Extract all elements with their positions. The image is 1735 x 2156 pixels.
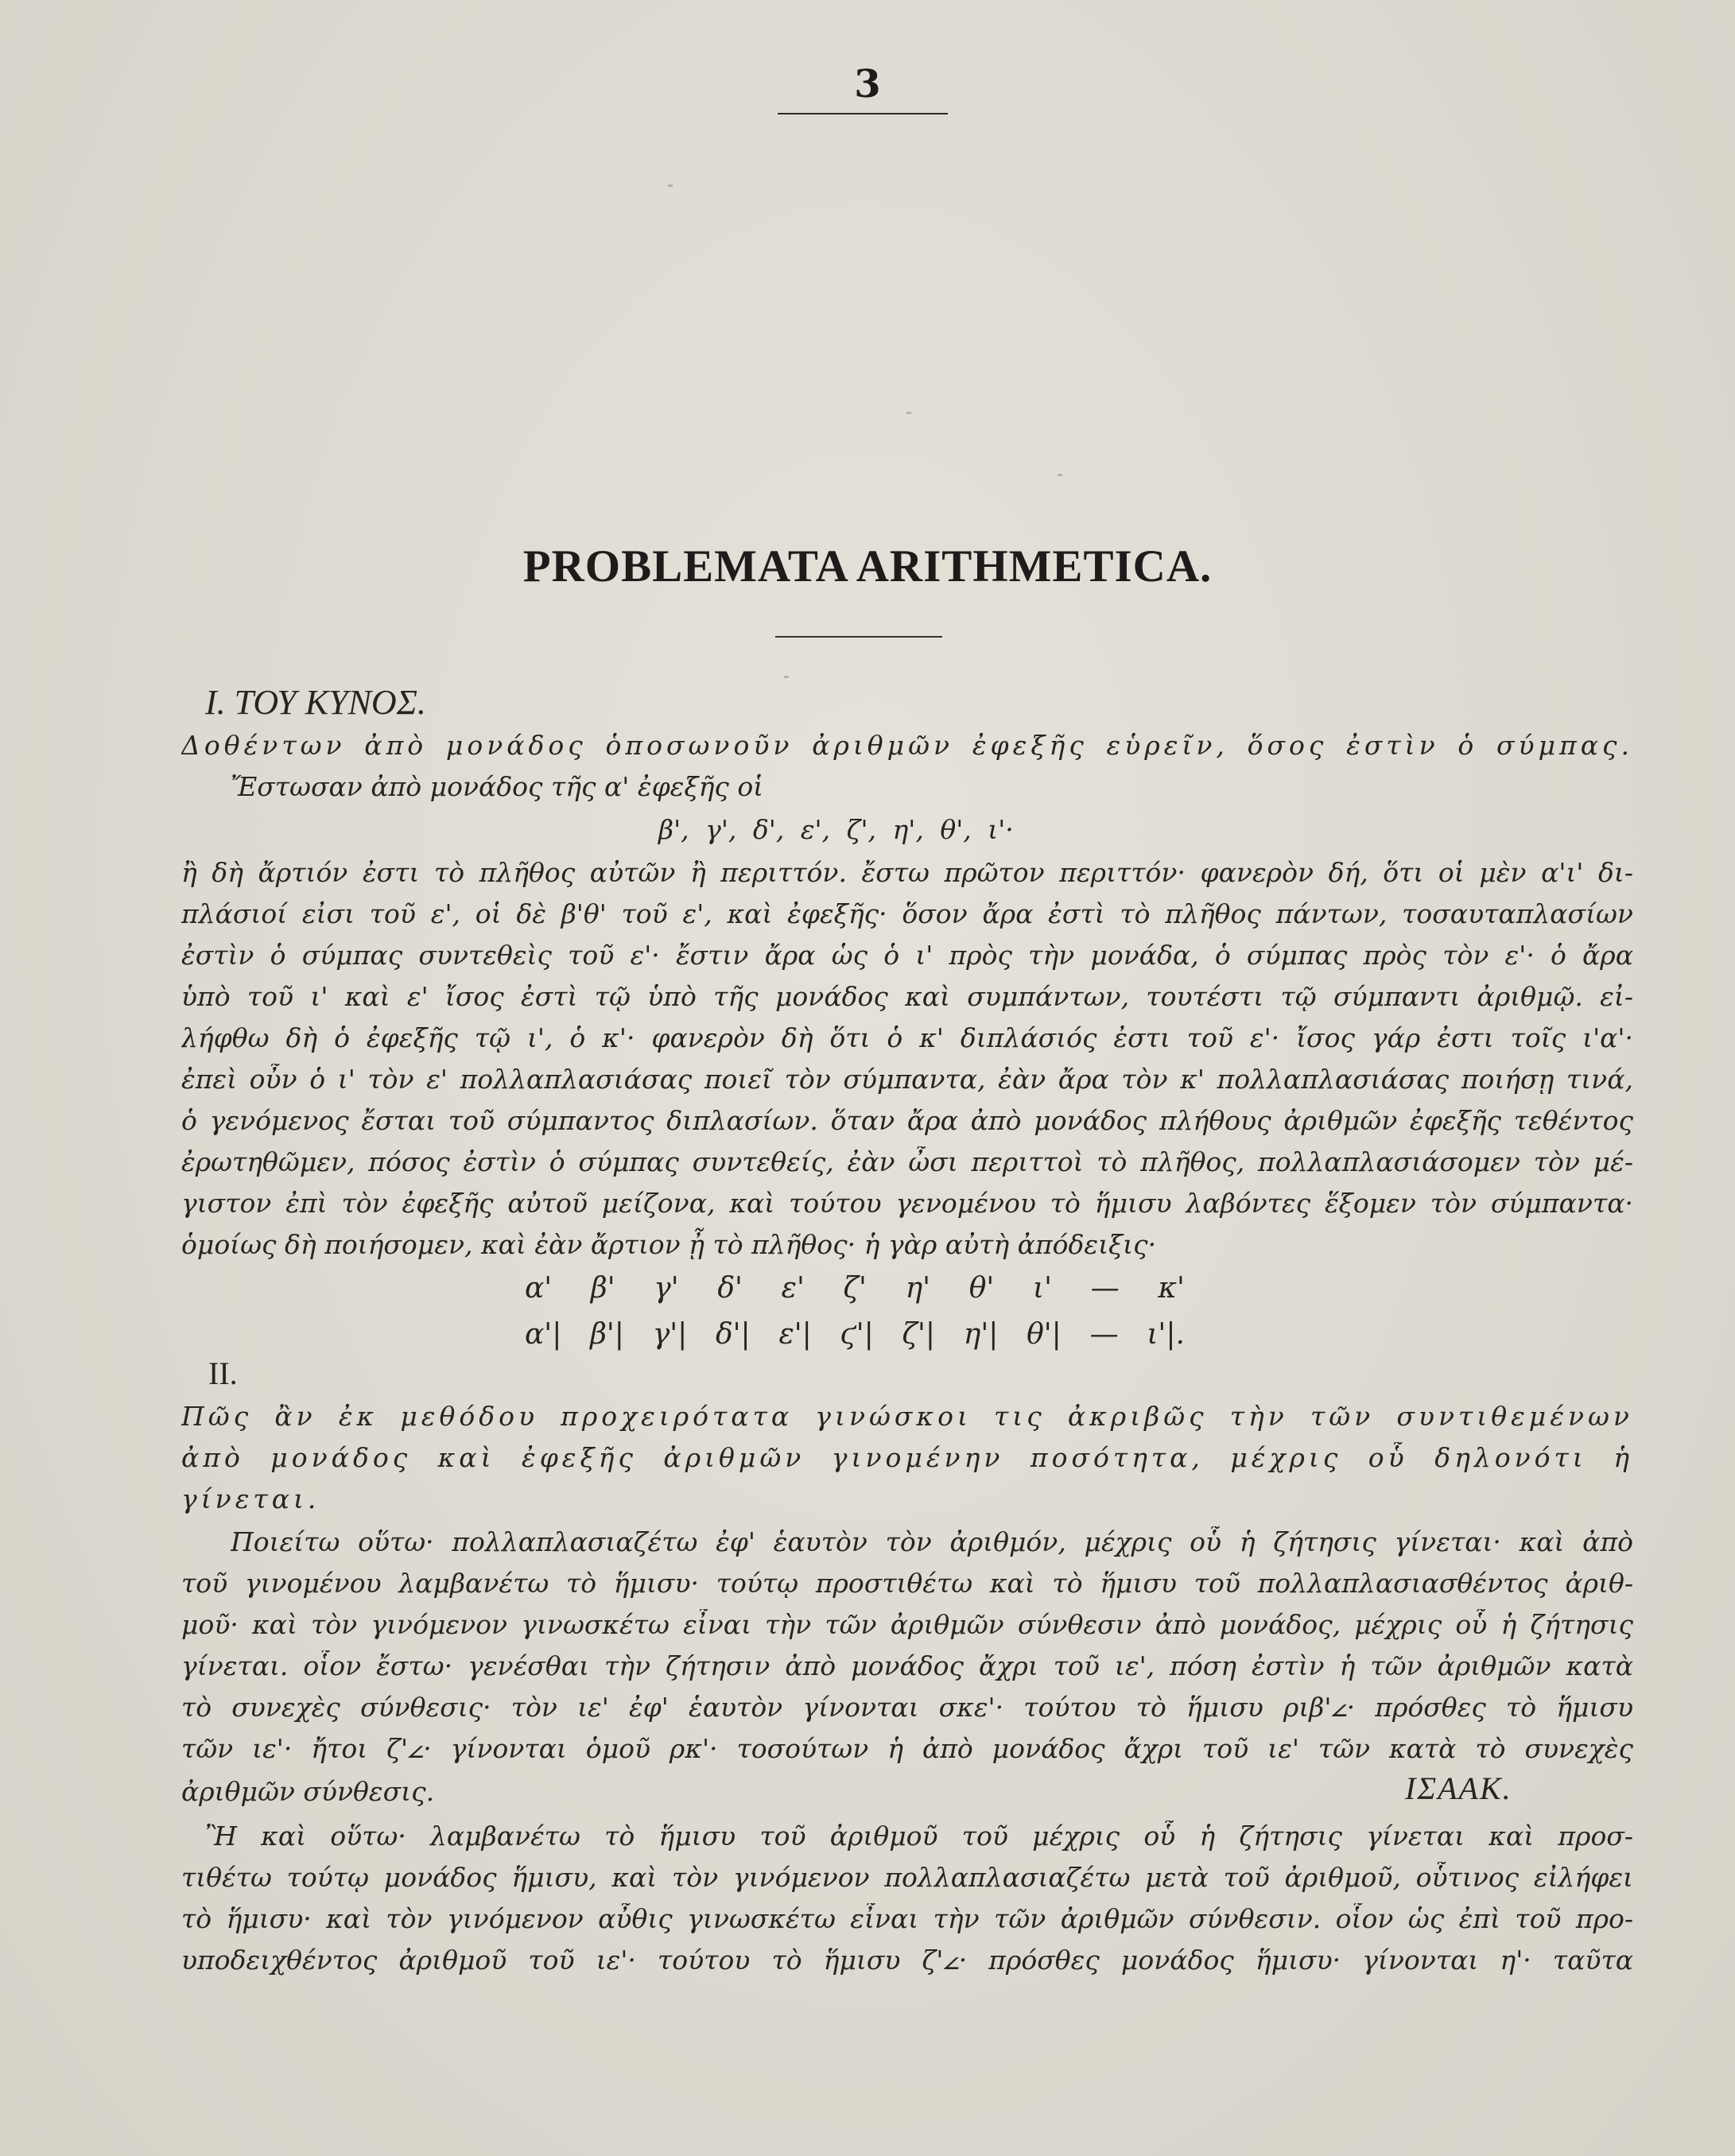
table-cell: β'| — [590, 1318, 624, 1351]
table-cell: ζ' — [843, 1272, 867, 1305]
table-cell: κ' — [1158, 1272, 1185, 1305]
table-cell: — — [1089, 1318, 1119, 1351]
title-rule — [775, 636, 942, 638]
section-2-answer-line: γίνεται. οἷον ἔστω· γενέσθαι τὴν ζήτησιν ἀπὸ μονάδος ἄχρι τοῦ ιε', πόση ἐστὶν ἡ τῶν ἀριθμῶν κατὰ — [181, 1650, 1633, 1681]
section-1-intro: Ἔστωσαν ἀπὸ μονάδος τῆς α' ἐφεξῆς οἱ — [231, 771, 764, 802]
numeral-table-row-1 — [525, 1272, 1185, 1305]
section-1-line: ὁ γενόμενος ἔσται τοῦ σύμπαντος διπλασίων. ὅταν ἄρα ἀπὸ μονάδος πλήθους ἀριθμῶν ἐφεξῆς τεθέντος — [181, 1105, 1633, 1136]
section-1-heading — [205, 682, 426, 723]
section-1-line: λήφθω δὴ ὁ ἐφεξῆς τῷ ι', ὁ κ'· φανερὸν δὴ ὅτι ὁ κ' διπλάσιός ἐστι τοῦ ε'· ἴσος γάρ ἐστι τοῖς ι'α'· — [181, 1022, 1633, 1053]
table-cell: ζ'| — [902, 1318, 936, 1351]
section-1-line: ἐρωτηθῶμεν, πόσος ἐστὶν ὁ σύμπας συντεθείς, ἐὰν ὦσι περιττοὶ τὸ πλῆθος, πολλαπλασιάσομεν τὸν μέ- — [181, 1146, 1633, 1177]
section-2-alt-line: τιθέτω τούτῳ μονάδος ἥμισυ, καὶ τὸν γινόμενον πολλαπλασιαζέτω μετὰ τοῦ ἀριθμοῦ, οὗτινος εἰλήφει — [181, 1862, 1633, 1893]
section-1-line: ἐστὶν ὁ σύμπας συντεθεὶς τοῦ ε'· ἔστιν ἄρα ὡς ὁ ι' πρὸς τὴν μονάδα, ὁ σύμπας πρὸς τὸν ε'· ὁ ἄρα — [181, 940, 1633, 971]
table-cell: η' — [905, 1272, 931, 1305]
section-1-line: γιστον ἐπὶ τὸν ἐφεξῆς αὐτοῦ μείζονα, καὶ τούτου γενομένου τὸ ἥμισυ λαβόντες ἕξομεν τὸν σύμπαντα· — [181, 1188, 1633, 1219]
section-2-answer-line: ἀριθμῶν σύνθεσις. — [181, 1776, 435, 1807]
section-1-line: ὁμοίως δὴ ποιήσομεν, καὶ ἐὰν ἄρτιον ᾖ τὸ πλῆθος· ἡ γὰρ αὐτὴ ἀπόδειξις· — [181, 1229, 1157, 1260]
numeral-table-row-2 — [525, 1318, 1185, 1351]
section-1-line: πλάσιοί εἰσι τοῦ ε', οἱ δὲ β'θ' τοῦ ε', καὶ ἐφεξῆς· ὅσον ἄρα ἐστὶ τὸ πλῆθος πάντων, τοσαυταπλασίων — [181, 898, 1633, 929]
section-2-heading: II. — [208, 1355, 238, 1391]
page-title: PROBLEMATA ARITHMETICA. — [522, 541, 1213, 591]
section-2-answer-line: τῶν ιε'· ἤτοι ζ'𐅵· γίνονται ὁμοῦ ρκ'· τοσούτων ἡ ἀπὸ μονάδος ἄχρι τοῦ ιε' τῶν κατὰ τὸ συνεχὲς — [181, 1733, 1633, 1764]
section-1-problem: Δοθέντων ἀπὸ μονάδος ὁποσωνοῦν ἀριθμῶν ἐφεξῆς εὑρεῖν, ὅσος ἐστὶν ὁ σύμπας. — [181, 730, 1633, 761]
section-2-question-line: ἀπὸ μονάδος καὶ ἐφεξῆς ἀριθμῶν γινομένην ποσότητα, μέχρις οὗ δηλονότι ἡ — [181, 1442, 1633, 1473]
table-cell: α'| — [525, 1318, 562, 1351]
section-2-answer-line: τὸ συνεχὲς σύνθεσις· τὸν ιε' ἐφ' ἑαυτὸν γίνονται σκε'· τούτου τὸ ἥμισυ ριβ'𐅵· πρόσθες τὸ ἥμισυ — [181, 1692, 1633, 1723]
table-cell: η'| — [963, 1318, 999, 1351]
paper-speck — [668, 184, 673, 187]
section-1-numerals: β', γ', δ', ε', ζ', η', θ', ι'· — [658, 814, 1014, 845]
section-2-answer-line: Ποιείτω οὕτω· πολλαπλασιαζέτω ἐφ' ἑαυτὸν τὸν ἀριθμόν, μέχρις οὗ ἡ ζήτησις γίνεται· καὶ ἀπὸ — [231, 1526, 1633, 1557]
table-cell: θ' — [968, 1272, 995, 1305]
table-cell: — — [1090, 1272, 1120, 1305]
table-cell: ϛ'| — [840, 1318, 874, 1351]
table-cell: ε' — [781, 1272, 805, 1305]
section-2-answer-line: τοῦ γινομένου λαμβανέτω τὸ ἥμισυ· τούτῳ προστιθέτω καὶ τὸ ἥμισυ τοῦ πολλαπλασιασθέντος ἀριθ- — [181, 1568, 1633, 1599]
paper-speck — [1058, 474, 1062, 476]
section-1-line: ἐπεὶ οὖν ὁ ι' τὸν ε' πολλαπλασιάσας ποιεῖ τὸν σύμπαντα, ἐὰν ἄρα τὸν κ' πολλαπλασιάσας ποιήσῃ τινά, — [181, 1064, 1633, 1095]
paper-speck — [784, 676, 789, 678]
section-1-line: ἢ δὴ ἄρτιόν ἐστι τὸ πλῆθος αὐτῶν ἢ περιττόν. ἔστω πρῶτον περιττόν· φανερὸν δή, ὅτι οἱ μὲν α'ι' δι- — [181, 857, 1633, 888]
section-2-alt-line: υποδειχθέντος ἀριθμοῦ τοῦ ιε'· τούτου τὸ ἥμισυ ζ'𐅵· πρόσθες μονάδος ἥμισυ· γίνονται η'· ταῦτα — [181, 1945, 1633, 1976]
section-2-question-line: γίνεται. — [181, 1483, 320, 1514]
table-cell: δ'| — [715, 1318, 751, 1351]
section-2-answer-line: μοῦ· καὶ τὸν γινόμενον γινωσκέτω εἶναι τὴν τῶν ἀριθμῶν σύνθεσιν ἀπὸ μονάδος, μέχρις οὗ ἡ ζήτησις — [181, 1609, 1633, 1640]
table-cell: ι'|. — [1147, 1318, 1185, 1351]
section-2-question-line: Πῶς ἂν ἐκ μεθόδου προχειρότατα γινώσκοι τις ἀκριβῶς τὴν τῶν συντιθεμένων — [181, 1401, 1633, 1432]
paper-speck — [906, 412, 911, 414]
page-number-rule — [778, 113, 948, 114]
section-2-alt-line: Ἢ καὶ οὕτω· λαμβανέτω τὸ ἥμισυ τοῦ ἀριθμοῦ τοῦ μέχρις οὗ ἡ ζήτησις γίνεται καὶ προσ- — [205, 1821, 1633, 1852]
section-2-alt-line: τὸ ἥμισυ· καὶ τὸν γινόμενον αὖθις γινωσκέτω εἶναι τὴν τῶν ἀριθμῶν σύνθεσιν. οἷον ὡς ἐπὶ τοῦ προ- — [181, 1903, 1633, 1934]
table-cell: β' — [590, 1272, 615, 1305]
section-1-heading-text: I. ΤΟΥ ΚΥΝΟΣ. — [205, 683, 426, 722]
section-1-line: ὑπὸ τοῦ ι' καὶ ε' ἴσος ἐστὶ τῷ ὑπὸ τῆς μονάδος καὶ συμπάντων, τουτέστι τῷ σύμπαντι ἀριθμῷ. εἰ- — [181, 981, 1633, 1012]
table-cell: α' — [525, 1272, 553, 1305]
table-cell: θ'| — [1027, 1318, 1062, 1351]
table-cell: ε'| — [778, 1318, 812, 1351]
table-cell: δ' — [717, 1272, 743, 1305]
table-cell: γ'| — [652, 1318, 688, 1351]
page-number: 3 — [854, 62, 881, 107]
table-cell: ι' — [1033, 1272, 1053, 1305]
table-cell: γ' — [654, 1272, 679, 1305]
author-signature: ΙΣΑΑΚ. — [1405, 1770, 1512, 1806]
